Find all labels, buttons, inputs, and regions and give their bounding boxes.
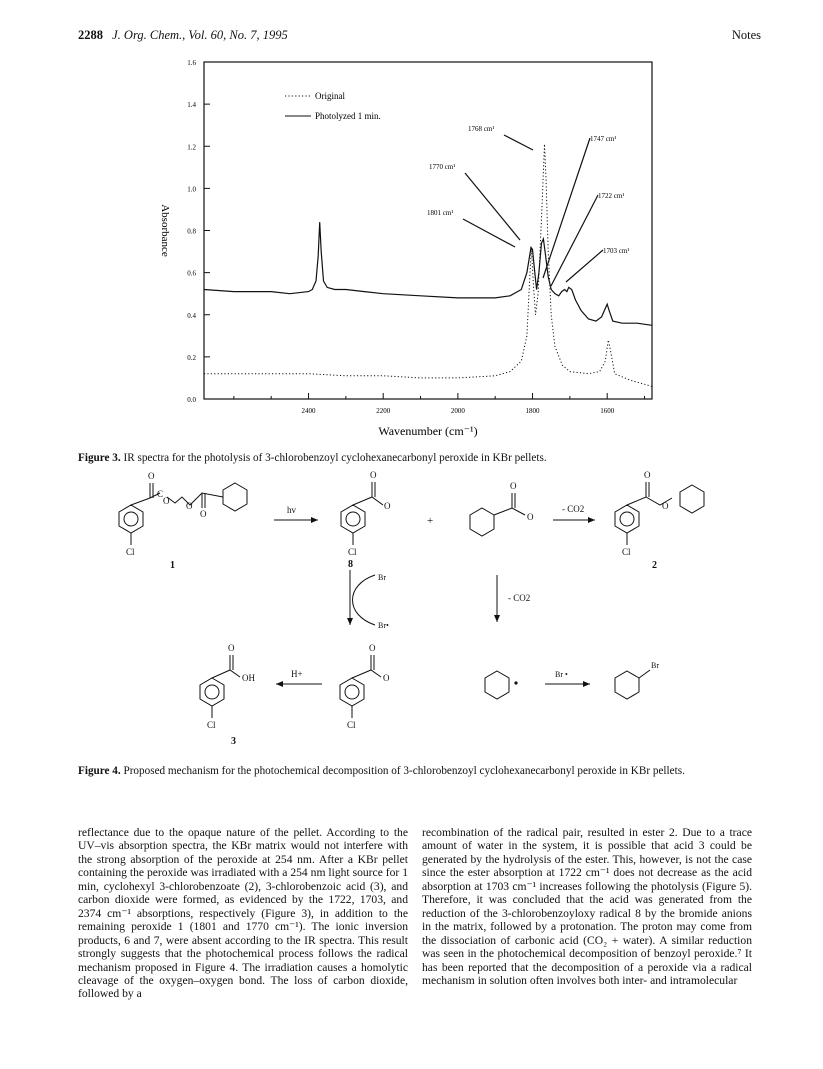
- chlorobenzoate-anion-structure: [340, 655, 381, 718]
- page-number: 2288: [78, 28, 103, 42]
- scheme-o-anion-b: O: [383, 673, 390, 683]
- scheme-oh: OH: [242, 673, 255, 683]
- y-tick-label: 0.2: [187, 353, 196, 362]
- scheme-o-2b: O: [662, 501, 669, 511]
- body-right-column: recombination of the radical pair, resulted in ester 2. Due to a trace amount of water in the system, it is possible that acid 3 could be generated by the hydrolysis of the ester. This, however, is not the case since the ester absorption at 1722 cm⁻¹ does not decrease as the acid absorption at 1703 cm⁻¹ increases following the photolysis (Figure 5). Therefore, it was concluded that the acid was generated from the reduction of the 3-chlorobenzoyloxy radical 8 by the bromide anions in the matrix, followed by a protonation. The proton may come from the dissociation of carbonic acid (CO₂ + water). A similar reduction was seen in the photochemical decomposition of benzoyl peroxide.⁷ It has been reported that the decomposition of a peroxide via a radical mechanism in solution often involves both inter- and intramolecular: [422, 826, 752, 987]
- h-plus-label: H+: [291, 669, 303, 679]
- x-tick-label: 2200: [376, 407, 391, 415]
- figure4-caption: [78, 765, 758, 778]
- section-label: Notes: [731, 28, 761, 42]
- journal-citation: J. Org. Chem., Vol. 60, No. 7, 1995: [112, 28, 288, 42]
- x-tick-label: 1800: [525, 407, 540, 415]
- scheme-o-4: O: [200, 509, 207, 519]
- scheme-cl-anion: Cl: [347, 720, 356, 730]
- figure3-label: Figure 3.: [78, 452, 121, 464]
- br-product-label: Br: [651, 661, 659, 670]
- peak-annotation-label: 1747 cm¹: [590, 135, 617, 143]
- y-tick-label: 1.0: [187, 185, 196, 194]
- peak-annotation-label: 1801 cm¹: [427, 209, 454, 217]
- y-tick-label: 1.6: [187, 59, 196, 67]
- figure4-caption-text: Proposed mechanism for the photochemical decomposition of 3-chlorobenzoyl cyclohexanecarbonyl peroxide in KBr pellets.: [123, 765, 685, 777]
- scheme-c-1: C: [157, 489, 164, 499]
- compound-2-label: 2: [652, 560, 657, 571]
- y-tick-label: 0.0: [187, 396, 196, 404]
- peak-annotation-label: 1722 cm¹: [598, 192, 625, 200]
- compound-3-structure: [200, 655, 240, 718]
- cyclohexylcarbonyloxy-radical-structure: [470, 493, 525, 536]
- scheme-o-2a: O: [644, 470, 651, 480]
- scheme-o-rb: O: [527, 512, 534, 522]
- peak-annotation-label: 1703 cm¹: [603, 247, 630, 255]
- figure3-caption-text: IR spectra for the photolysis of 3-chlorobenzoyl cyclohexanecarbonyl peroxide in KBr pellets.: [123, 452, 547, 464]
- x-tick-label: 1600: [600, 407, 615, 415]
- compound-1-label: 1: [170, 560, 175, 571]
- minus-co2-down: - CO2: [508, 593, 531, 603]
- y-tick-label: 1.4: [187, 101, 196, 110]
- br-radical-label: Br•: [378, 621, 389, 630]
- compound-8-label: 8: [348, 559, 353, 570]
- legend-label: Original: [315, 91, 345, 101]
- scheme-o-8b: O: [384, 501, 391, 511]
- hv-label: hv: [287, 505, 296, 515]
- scheme-o-3a: O: [228, 643, 235, 653]
- x-tick-label: 2400: [301, 407, 316, 415]
- cyclohexyl-radical-structure: [485, 671, 509, 699]
- scheme-o-3: O: [186, 501, 193, 511]
- x-axis-label: Wavenumber (cm⁻¹): [378, 424, 478, 438]
- y-tick-label: 0.6: [187, 269, 196, 278]
- peak-annotation-label: 1770 cm¹: [429, 163, 456, 171]
- compound-8-structure: [341, 482, 383, 545]
- compound-3-label: 3: [231, 736, 236, 747]
- legend-label: Photolyzed 1 min.: [315, 111, 381, 121]
- scheme-o-anion: O: [369, 643, 376, 653]
- scheme-cl-2: Cl: [622, 547, 631, 557]
- plus-sign: +: [427, 515, 434, 527]
- minus-co2-top: - CO2: [562, 504, 585, 514]
- y-tick-label: 1.2: [187, 143, 196, 152]
- br-anion-label: Br: [378, 573, 386, 582]
- x-tick-label: 2000: [450, 407, 465, 415]
- scheme-cl-8: Cl: [348, 547, 357, 557]
- scheme-cl-1: Cl: [126, 547, 135, 557]
- y-tick-label: 0.8: [187, 227, 196, 236]
- scheme-o-8: O: [370, 470, 377, 480]
- bromocyclohexane-structure: [615, 671, 639, 699]
- compound-1-structure: [119, 483, 247, 545]
- y-axis-label: Absorbance: [159, 204, 171, 257]
- br-radical-label-2: Br •: [555, 670, 568, 679]
- y-tick-label: 0.4: [187, 311, 196, 320]
- scheme-o-2: O: [163, 496, 170, 506]
- peak-annotation-label: 1768 cm¹: [468, 125, 495, 133]
- scheme-cl-3: Cl: [207, 720, 216, 730]
- figure4-label: Figure 4.: [78, 765, 121, 777]
- scheme-o-r: O: [510, 481, 517, 491]
- scheme-o-1: O: [148, 471, 155, 481]
- compound-2-structure: [615, 482, 704, 545]
- body-left-column: reflectance due to the opaque nature of the pellet. According to the UV–vis absorption spectra, the KBr matrix would not interfere with the strong absorption of the peroxide at 254 nm. After a KBr pellet containing the peroxide was irradiated with a 254 nm light source for 1 min, cyclohexyl 3-chlorobenzoate (2), 3-chlorobenzoic acid (3), and carbon dioxide were formed, as evidenced by the 1722, 1703, and 2374 cm⁻¹ absorptions, respectively (Figure 3), in addition to the remaining peroxide 1 (1801 and 1770 cm⁻¹). The ionic inversion products, 6 and 7, were absent according to the IR spectra. This result strongly suggests that the photochemical process follows the radical mechanism proposed in Figure 4. The irradiation causes a homolytic cleavage of the oxygen–oxygen bond. The loss of carbon dioxide, followed by a: [78, 826, 408, 1001]
